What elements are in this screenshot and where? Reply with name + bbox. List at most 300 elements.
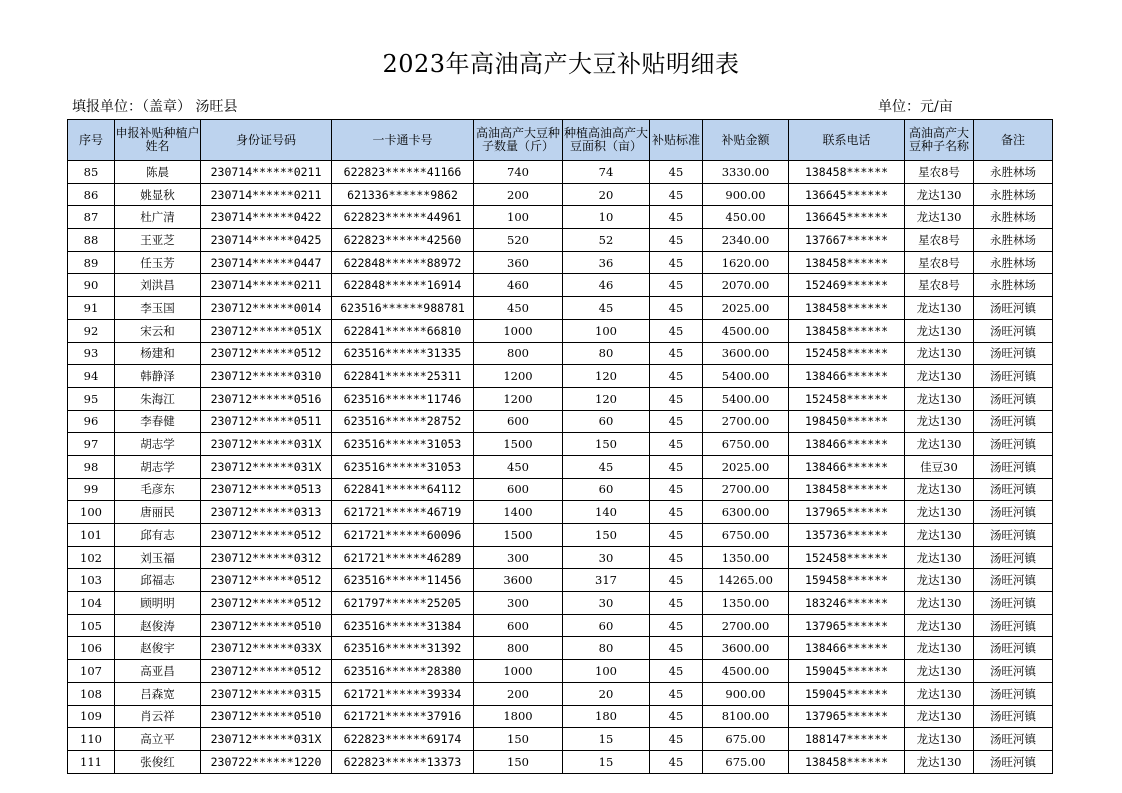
table-row bbox=[68, 365, 1053, 388]
subsidy-table bbox=[67, 119, 1053, 774]
cell-phone: 198450****** bbox=[789, 410, 905, 433]
cell-card: 621797******25205 bbox=[332, 592, 474, 615]
header-standard: 补贴标准 bbox=[650, 120, 703, 161]
cell-area: 74 bbox=[563, 161, 650, 184]
cell-phone: 136645****** bbox=[789, 183, 905, 206]
cell-card: 621721******46719 bbox=[332, 501, 474, 524]
cell-standard: 45 bbox=[650, 682, 703, 705]
cell-note: 汤旺河镇 bbox=[974, 637, 1053, 660]
cell-standard: 45 bbox=[650, 433, 703, 456]
cell-amount: 450.00 bbox=[703, 206, 789, 229]
cell-note: 汤旺河镇 bbox=[974, 501, 1053, 524]
cell-variety: 龙达130 bbox=[905, 728, 974, 751]
cell-note: 汤旺河镇 bbox=[974, 614, 1053, 637]
cell-card: 622823******44961 bbox=[332, 206, 474, 229]
cell-variety: 龙达130 bbox=[905, 319, 974, 342]
cell-card: 621721******37916 bbox=[332, 705, 474, 728]
cell-variety: 龙达130 bbox=[905, 478, 974, 501]
cell-note: 汤旺河镇 bbox=[974, 387, 1053, 410]
cell-note: 汤旺河镇 bbox=[974, 705, 1053, 728]
table-row bbox=[68, 251, 1053, 274]
cell-amount: 6750.00 bbox=[703, 433, 789, 456]
cell-standard: 45 bbox=[650, 297, 703, 320]
cell-note: 永胜林场 bbox=[974, 161, 1053, 184]
cell-name: 赵俊宇 bbox=[115, 637, 201, 660]
cell-variety: 龙达130 bbox=[905, 501, 974, 524]
cell-standard: 45 bbox=[650, 750, 703, 773]
cell-name: 邱福志 bbox=[115, 569, 201, 592]
table-row bbox=[68, 433, 1053, 456]
cell-amount: 3330.00 bbox=[703, 161, 789, 184]
cell-amount: 2025.00 bbox=[703, 297, 789, 320]
cell-note: 汤旺河镇 bbox=[974, 592, 1053, 615]
cell-phone: 138458****** bbox=[789, 251, 905, 274]
table-row bbox=[68, 546, 1053, 569]
cell-area: 46 bbox=[563, 274, 650, 297]
cell-note: 汤旺河镇 bbox=[974, 342, 1053, 365]
header-name: 申报补贴种植户姓名 bbox=[115, 120, 201, 161]
cell-phone: 159045****** bbox=[789, 682, 905, 705]
cell-no: 87 bbox=[68, 206, 115, 229]
cell-standard: 45 bbox=[650, 387, 703, 410]
cell-no: 105 bbox=[68, 614, 115, 637]
cell-variety: 星农8号 bbox=[905, 161, 974, 184]
cell-standard: 45 bbox=[650, 342, 703, 365]
cell-area: 15 bbox=[563, 750, 650, 773]
cell-id: 230722******1220 bbox=[201, 750, 332, 773]
cell-area: 120 bbox=[563, 387, 650, 410]
cell-seed-qty: 1400 bbox=[474, 501, 563, 524]
cell-card: 621336******9862 bbox=[332, 183, 474, 206]
cell-name: 邱有志 bbox=[115, 524, 201, 547]
cell-amount: 8100.00 bbox=[703, 705, 789, 728]
cell-standard: 45 bbox=[650, 592, 703, 615]
cell-id: 230712******0510 bbox=[201, 614, 332, 637]
cell-id: 230712******0512 bbox=[201, 660, 332, 683]
cell-card: 623516******31392 bbox=[332, 637, 474, 660]
cell-phone: 152458****** bbox=[789, 387, 905, 410]
cell-standard: 45 bbox=[650, 161, 703, 184]
cell-area: 150 bbox=[563, 433, 650, 456]
cell-amount: 2700.00 bbox=[703, 410, 789, 433]
fill-unit-label: 填报单位：（盖章） 汤旺县 bbox=[72, 99, 238, 115]
cell-note: 汤旺河镇 bbox=[974, 524, 1053, 547]
cell-amount: 2340.00 bbox=[703, 229, 789, 252]
cell-no: 90 bbox=[68, 274, 115, 297]
cell-id: 230712******051X bbox=[201, 319, 332, 342]
table-row bbox=[68, 319, 1053, 342]
cell-card: 622841******25311 bbox=[332, 365, 474, 388]
cell-variety: 龙达130 bbox=[905, 569, 974, 592]
cell-amount: 4500.00 bbox=[703, 660, 789, 683]
cell-card: 623516******11456 bbox=[332, 569, 474, 592]
cell-no: 100 bbox=[68, 501, 115, 524]
cell-phone: 138466****** bbox=[789, 455, 905, 478]
cell-area: 20 bbox=[563, 682, 650, 705]
cell-variety: 龙达130 bbox=[905, 342, 974, 365]
cell-seed-qty: 1000 bbox=[474, 319, 563, 342]
cell-amount: 4500.00 bbox=[703, 319, 789, 342]
cell-variety: 龙达130 bbox=[905, 365, 974, 388]
cell-seed-qty: 200 bbox=[474, 682, 563, 705]
cell-note: 汤旺河镇 bbox=[974, 546, 1053, 569]
cell-card: 623516******31053 bbox=[332, 433, 474, 456]
cell-note: 汤旺河镇 bbox=[974, 728, 1053, 751]
cell-area: 180 bbox=[563, 705, 650, 728]
cell-name: 宋云和 bbox=[115, 319, 201, 342]
cell-amount: 2700.00 bbox=[703, 614, 789, 637]
cell-seed-qty: 200 bbox=[474, 183, 563, 206]
cell-card: 622841******64112 bbox=[332, 478, 474, 501]
header-row bbox=[68, 120, 1053, 161]
header-phone: 联系电话 bbox=[789, 120, 905, 161]
table-row bbox=[68, 183, 1053, 206]
header-no: 序号 bbox=[68, 120, 115, 161]
cell-no: 103 bbox=[68, 569, 115, 592]
cell-seed-qty: 150 bbox=[474, 750, 563, 773]
cell-no: 109 bbox=[68, 705, 115, 728]
cell-area: 60 bbox=[563, 410, 650, 433]
cell-amount: 675.00 bbox=[703, 728, 789, 751]
header-seed-qty: 高油高产大豆种子数量（斤） bbox=[474, 120, 563, 161]
cell-name: 李春健 bbox=[115, 410, 201, 433]
cell-seed-qty: 600 bbox=[474, 410, 563, 433]
cell-no: 110 bbox=[68, 728, 115, 751]
cell-variety: 龙达130 bbox=[905, 546, 974, 569]
table-row bbox=[68, 478, 1053, 501]
cell-area: 15 bbox=[563, 728, 650, 751]
cell-card: 621721******39334 bbox=[332, 682, 474, 705]
cell-no: 96 bbox=[68, 410, 115, 433]
cell-area: 30 bbox=[563, 546, 650, 569]
cell-seed-qty: 1200 bbox=[474, 387, 563, 410]
cell-standard: 45 bbox=[650, 546, 703, 569]
cell-phone: 152458****** bbox=[789, 342, 905, 365]
cell-variety: 龙达130 bbox=[905, 410, 974, 433]
cell-phone: 138466****** bbox=[789, 637, 905, 660]
cell-area: 36 bbox=[563, 251, 650, 274]
cell-phone: 159458****** bbox=[789, 569, 905, 592]
cell-note: 汤旺河镇 bbox=[974, 750, 1053, 773]
header-card: 一卡通卡号 bbox=[332, 120, 474, 161]
cell-note: 汤旺河镇 bbox=[974, 569, 1053, 592]
table-row bbox=[68, 750, 1053, 773]
cell-no: 97 bbox=[68, 433, 115, 456]
cell-seed-qty: 1800 bbox=[474, 705, 563, 728]
cell-name: 唐丽民 bbox=[115, 501, 201, 524]
cell-amount: 675.00 bbox=[703, 750, 789, 773]
cell-id: 230712******0510 bbox=[201, 705, 332, 728]
cell-name: 高亚昌 bbox=[115, 660, 201, 683]
cell-seed-qty: 600 bbox=[474, 478, 563, 501]
cell-amount: 1620.00 bbox=[703, 251, 789, 274]
cell-card: 623516******31053 bbox=[332, 455, 474, 478]
cell-variety: 龙达130 bbox=[905, 183, 974, 206]
document-title: 2023年高油高产大豆补贴明细表 bbox=[382, 50, 740, 78]
cell-name: 姚显秋 bbox=[115, 183, 201, 206]
cell-id: 230712******0511 bbox=[201, 410, 332, 433]
cell-variety: 龙达130 bbox=[905, 682, 974, 705]
cell-seed-qty: 300 bbox=[474, 592, 563, 615]
cell-phone: 137965****** bbox=[789, 614, 905, 637]
cell-card: 622848******88972 bbox=[332, 251, 474, 274]
cell-note: 汤旺河镇 bbox=[974, 297, 1053, 320]
cell-no: 91 bbox=[68, 297, 115, 320]
cell-area: 20 bbox=[563, 183, 650, 206]
cell-no: 93 bbox=[68, 342, 115, 365]
cell-phone: 138458****** bbox=[789, 161, 905, 184]
cell-note: 汤旺河镇 bbox=[974, 478, 1053, 501]
cell-note: 汤旺河镇 bbox=[974, 682, 1053, 705]
cell-no: 92 bbox=[68, 319, 115, 342]
cell-phone: 188147****** bbox=[789, 728, 905, 751]
unit-label: 单位：元/亩 bbox=[878, 99, 953, 115]
cell-variety: 龙达130 bbox=[905, 660, 974, 683]
cell-area: 120 bbox=[563, 365, 650, 388]
cell-card: 623516******31384 bbox=[332, 614, 474, 637]
cell-id: 230714******0425 bbox=[201, 229, 332, 252]
header-id: 身份证号码 bbox=[201, 120, 332, 161]
header-amount: 补贴金额 bbox=[703, 120, 789, 161]
cell-id: 230712******031X bbox=[201, 455, 332, 478]
cell-standard: 45 bbox=[650, 410, 703, 433]
cell-phone: 183246****** bbox=[789, 592, 905, 615]
cell-seed-qty: 450 bbox=[474, 455, 563, 478]
cell-note: 汤旺河镇 bbox=[974, 433, 1053, 456]
cell-card: 622823******42560 bbox=[332, 229, 474, 252]
cell-note: 汤旺河镇 bbox=[974, 455, 1053, 478]
cell-phone: 135736****** bbox=[789, 524, 905, 547]
cell-phone: 159045****** bbox=[789, 660, 905, 683]
cell-no: 88 bbox=[68, 229, 115, 252]
cell-no: 106 bbox=[68, 637, 115, 660]
cell-id: 230714******0211 bbox=[201, 183, 332, 206]
cell-no: 94 bbox=[68, 365, 115, 388]
cell-variety: 龙达130 bbox=[905, 524, 974, 547]
cell-amount: 2070.00 bbox=[703, 274, 789, 297]
cell-amount: 1350.00 bbox=[703, 546, 789, 569]
cell-name: 毛彦东 bbox=[115, 478, 201, 501]
table-row bbox=[68, 682, 1053, 705]
cell-name: 胡志学 bbox=[115, 433, 201, 456]
cell-area: 150 bbox=[563, 524, 650, 547]
cell-area: 45 bbox=[563, 297, 650, 320]
cell-standard: 45 bbox=[650, 660, 703, 683]
cell-name: 吕森宽 bbox=[115, 682, 201, 705]
cell-no: 107 bbox=[68, 660, 115, 683]
cell-no: 85 bbox=[68, 161, 115, 184]
cell-area: 80 bbox=[563, 637, 650, 660]
cell-seed-qty: 800 bbox=[474, 637, 563, 660]
cell-no: 111 bbox=[68, 750, 115, 773]
cell-amount: 2025.00 bbox=[703, 455, 789, 478]
table-row bbox=[68, 342, 1053, 365]
cell-note: 汤旺河镇 bbox=[974, 660, 1053, 683]
cell-amount: 3600.00 bbox=[703, 637, 789, 660]
cell-name: 赵俊涛 bbox=[115, 614, 201, 637]
table-row bbox=[68, 728, 1053, 751]
cell-standard: 45 bbox=[650, 183, 703, 206]
cell-variety: 龙达130 bbox=[905, 614, 974, 637]
cell-name: 韩静泽 bbox=[115, 365, 201, 388]
cell-card: 622841******66810 bbox=[332, 319, 474, 342]
cell-id: 230712******0513 bbox=[201, 478, 332, 501]
cell-seed-qty: 1500 bbox=[474, 524, 563, 547]
cell-id: 230712******031X bbox=[201, 433, 332, 456]
cell-id: 230712******0512 bbox=[201, 569, 332, 592]
cell-seed-qty: 3600 bbox=[474, 569, 563, 592]
cell-no: 86 bbox=[68, 183, 115, 206]
table-row bbox=[68, 501, 1053, 524]
cell-standard: 45 bbox=[650, 365, 703, 388]
table-row bbox=[68, 614, 1053, 637]
cell-id: 230714******0422 bbox=[201, 206, 332, 229]
cell-name: 杨建和 bbox=[115, 342, 201, 365]
cell-standard: 45 bbox=[650, 478, 703, 501]
cell-id: 230712******0313 bbox=[201, 501, 332, 524]
cell-name: 刘玉福 bbox=[115, 546, 201, 569]
cell-amount: 900.00 bbox=[703, 682, 789, 705]
cell-card: 622823******13373 bbox=[332, 750, 474, 773]
cell-note: 永胜林场 bbox=[974, 183, 1053, 206]
cell-standard: 45 bbox=[650, 569, 703, 592]
cell-variety: 星农8号 bbox=[905, 229, 974, 252]
cell-id: 230714******0447 bbox=[201, 251, 332, 274]
cell-id: 230712******0014 bbox=[201, 297, 332, 320]
cell-variety: 龙达130 bbox=[905, 297, 974, 320]
cell-area: 52 bbox=[563, 229, 650, 252]
cell-note: 汤旺河镇 bbox=[974, 365, 1053, 388]
cell-phone: 137965****** bbox=[789, 705, 905, 728]
cell-note: 永胜林场 bbox=[974, 274, 1053, 297]
table-row bbox=[68, 161, 1053, 184]
cell-note: 汤旺河镇 bbox=[974, 410, 1053, 433]
cell-variety: 龙达130 bbox=[905, 592, 974, 615]
cell-phone: 152469****** bbox=[789, 274, 905, 297]
cell-variety: 星农8号 bbox=[905, 274, 974, 297]
cell-amount: 5400.00 bbox=[703, 365, 789, 388]
cell-note: 永胜林场 bbox=[974, 206, 1053, 229]
cell-variety: 星农8号 bbox=[905, 251, 974, 274]
cell-phone: 138458****** bbox=[789, 478, 905, 501]
table-row bbox=[68, 229, 1053, 252]
cell-seed-qty: 450 bbox=[474, 297, 563, 320]
cell-variety: 龙达130 bbox=[905, 433, 974, 456]
cell-name: 杜广清 bbox=[115, 206, 201, 229]
cell-note: 永胜林场 bbox=[974, 229, 1053, 252]
cell-card: 622848******16914 bbox=[332, 274, 474, 297]
cell-amount: 900.00 bbox=[703, 183, 789, 206]
cell-no: 95 bbox=[68, 387, 115, 410]
cell-seed-qty: 1500 bbox=[474, 433, 563, 456]
cell-variety: 龙达130 bbox=[905, 637, 974, 660]
cell-amount: 14265.00 bbox=[703, 569, 789, 592]
header-note: 备注 bbox=[974, 120, 1053, 161]
cell-name: 张俊红 bbox=[115, 750, 201, 773]
cell-phone: 138458****** bbox=[789, 750, 905, 773]
table-row bbox=[68, 569, 1053, 592]
cell-seed-qty: 1200 bbox=[474, 365, 563, 388]
cell-id: 230712******0310 bbox=[201, 365, 332, 388]
cell-standard: 45 bbox=[650, 319, 703, 342]
cell-seed-qty: 100 bbox=[474, 206, 563, 229]
cell-card: 623516******31335 bbox=[332, 342, 474, 365]
cell-no: 99 bbox=[68, 478, 115, 501]
table-row bbox=[68, 206, 1053, 229]
cell-area: 10 bbox=[563, 206, 650, 229]
table-row bbox=[68, 274, 1053, 297]
table-row bbox=[68, 455, 1053, 478]
cell-id: 230712******0512 bbox=[201, 342, 332, 365]
cell-standard: 45 bbox=[650, 614, 703, 637]
header-area: 种植高油高产大豆面积（亩） bbox=[563, 120, 650, 161]
cell-standard: 45 bbox=[650, 501, 703, 524]
cell-name: 刘洪昌 bbox=[115, 274, 201, 297]
table-row bbox=[68, 297, 1053, 320]
cell-name: 王亚芝 bbox=[115, 229, 201, 252]
cell-id: 230712******0516 bbox=[201, 387, 332, 410]
cell-phone: 137667****** bbox=[789, 229, 905, 252]
cell-area: 45 bbox=[563, 455, 650, 478]
cell-card: 621721******60096 bbox=[332, 524, 474, 547]
table-row bbox=[68, 524, 1053, 547]
cell-seed-qty: 600 bbox=[474, 614, 563, 637]
cell-name: 朱海江 bbox=[115, 387, 201, 410]
cell-no: 89 bbox=[68, 251, 115, 274]
cell-standard: 45 bbox=[650, 637, 703, 660]
cell-phone: 138466****** bbox=[789, 433, 905, 456]
cell-id: 230712******033X bbox=[201, 637, 332, 660]
cell-name: 李玉国 bbox=[115, 297, 201, 320]
cell-note: 永胜林场 bbox=[974, 251, 1053, 274]
cell-note: 汤旺河镇 bbox=[974, 319, 1053, 342]
cell-amount: 1350.00 bbox=[703, 592, 789, 615]
cell-name: 任玉芳 bbox=[115, 251, 201, 274]
cell-seed-qty: 460 bbox=[474, 274, 563, 297]
cell-id: 230714******0211 bbox=[201, 161, 332, 184]
cell-seed-qty: 1000 bbox=[474, 660, 563, 683]
cell-name: 顾明明 bbox=[115, 592, 201, 615]
table-row bbox=[68, 660, 1053, 683]
cell-standard: 45 bbox=[650, 229, 703, 252]
cell-phone: 138458****** bbox=[789, 319, 905, 342]
cell-standard: 45 bbox=[650, 206, 703, 229]
cell-card: 623516******28380 bbox=[332, 660, 474, 683]
cell-phone: 138458****** bbox=[789, 297, 905, 320]
cell-variety: 龙达130 bbox=[905, 750, 974, 773]
cell-seed-qty: 300 bbox=[474, 546, 563, 569]
cell-no: 102 bbox=[68, 546, 115, 569]
cell-name: 胡志学 bbox=[115, 455, 201, 478]
cell-standard: 45 bbox=[650, 705, 703, 728]
cell-id: 230712******0512 bbox=[201, 524, 332, 547]
cell-area: 100 bbox=[563, 319, 650, 342]
cell-standard: 45 bbox=[650, 728, 703, 751]
cell-phone: 137965****** bbox=[789, 501, 905, 524]
cell-name: 高立平 bbox=[115, 728, 201, 751]
cell-no: 98 bbox=[68, 455, 115, 478]
cell-card: 622823******41166 bbox=[332, 161, 474, 184]
cell-card: 623516******28752 bbox=[332, 410, 474, 433]
cell-id: 230712******0512 bbox=[201, 592, 332, 615]
cell-amount: 5400.00 bbox=[703, 387, 789, 410]
table-row bbox=[68, 387, 1053, 410]
cell-id: 230712******031X bbox=[201, 728, 332, 751]
cell-no: 104 bbox=[68, 592, 115, 615]
cell-area: 100 bbox=[563, 660, 650, 683]
cell-seed-qty: 520 bbox=[474, 229, 563, 252]
cell-variety: 龙达130 bbox=[905, 206, 974, 229]
